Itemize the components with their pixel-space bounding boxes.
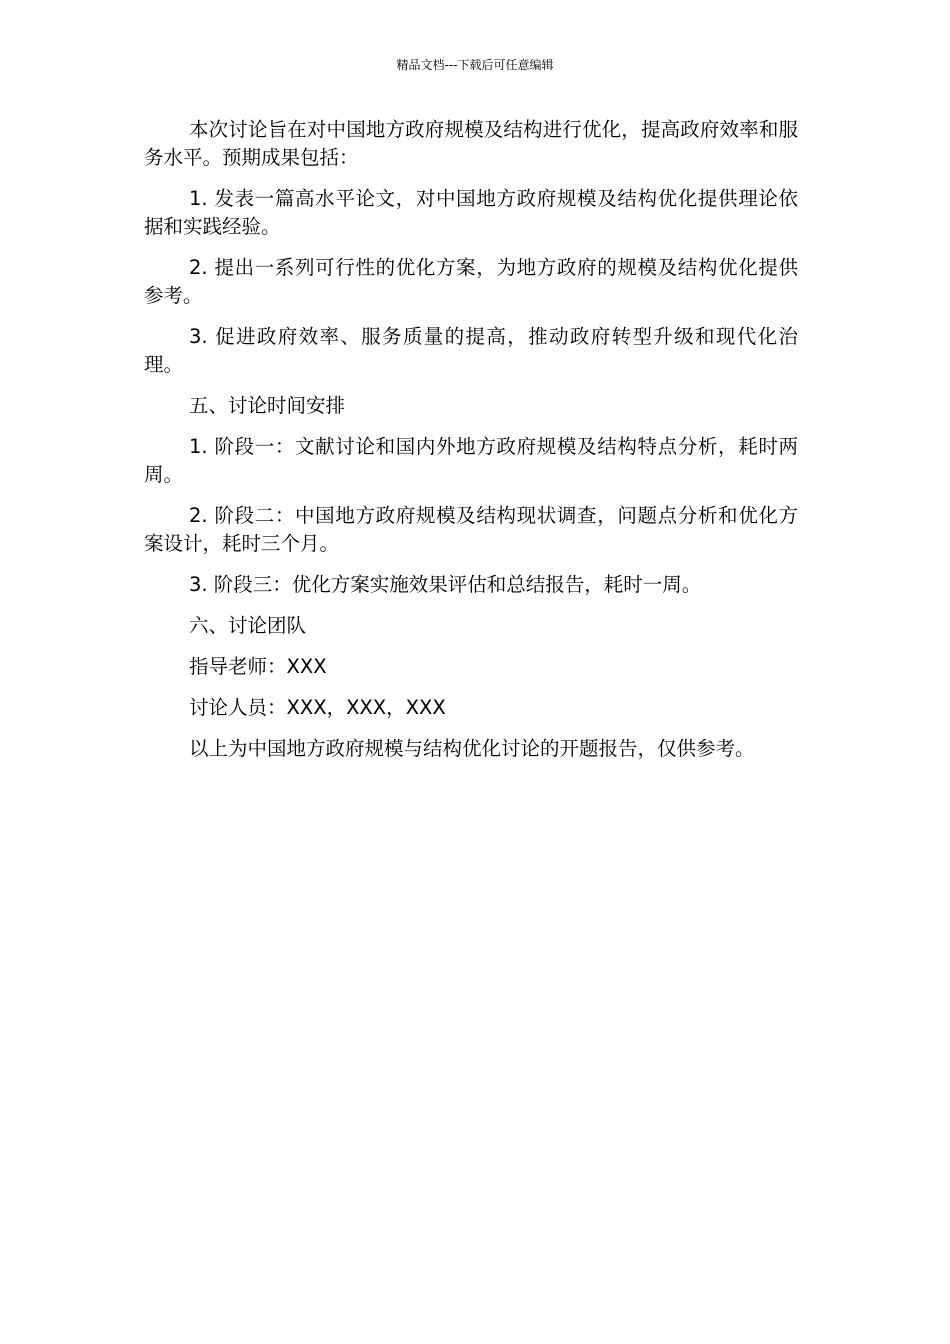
document-body	[144, 116, 798, 776]
schedule-item-3: 3. 阶段三：优化方案实施效果评估和总结报告，耗时一周。	[189, 573, 702, 596]
members-line: 讨论人员：XXX，XXX，XXX	[189, 696, 446, 719]
advisor-line: 指导老师：XXX	[189, 655, 327, 678]
section-heading-schedule: 五、讨论时间安排	[189, 394, 346, 417]
section-heading-team: 六、讨论团队	[189, 614, 307, 637]
intro-paragraph: 本次讨论旨在对中国地方政府规模及结构进行优化，提高政府效率和服务水平。预期成果包括：	[144, 118, 798, 169]
closing-paragraph: 以上为中国地方政府规模与结构优化讨论的开题报告，仅供参考。	[189, 737, 755, 760]
outcome-item-3: 3. 促进政府效率、服务质量的提高，推动政府转型升级和现代化治理。	[144, 325, 798, 376]
outcome-item-2: 2. 提出一系列可行性的优化方案，为地方政府的规模及结构优化提供参考。	[144, 256, 798, 307]
schedule-item-1: 1. 阶段一：文献讨论和国内外地方政府规模及结构特点分析，耗时两周。	[144, 435, 798, 486]
schedule-item-2: 2. 阶段二：中国地方政府规模及结构现状调查，问题点分析和优化方案设计，耗时三个月。	[144, 504, 798, 555]
page-header: 精品文档---下载后可任意编辑	[396, 58, 554, 72]
outcome-item-1: 1. 发表一篇高水平论文，对中国地方政府规模及结构优化提供理论依据和实践经验。	[144, 187, 798, 238]
